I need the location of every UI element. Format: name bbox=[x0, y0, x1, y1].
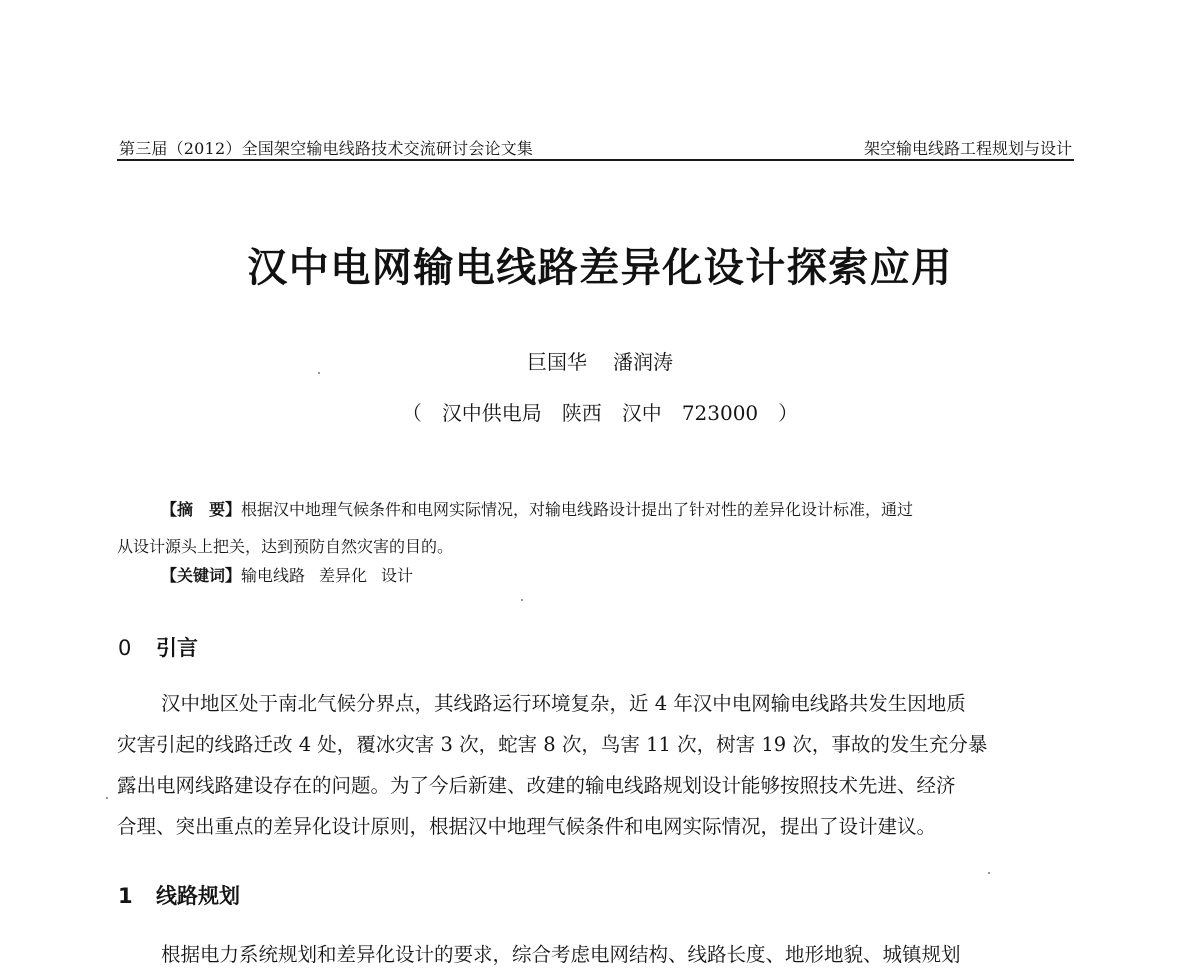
scan-speck bbox=[521, 599, 523, 601]
section-heading-introduction bbox=[118, 632, 198, 662]
author-list bbox=[0, 346, 1200, 375]
abstract-line: 从设计源头上把关，达到预防自然灾害的目的。 bbox=[117, 537, 454, 556]
keyword: 差异化 bbox=[319, 566, 368, 585]
section-heading-line-planning bbox=[118, 880, 240, 910]
affiliation-close: ） bbox=[778, 401, 799, 425]
paragraph-line: 灾害引起的线路迁改 4 处，覆冰灾害 3 次，蛇害 8 次，鸟害 11 次，树害 19 次，事故的发生充分暴 bbox=[117, 733, 988, 756]
introduction-paragraph bbox=[117, 683, 1077, 847]
scan-speck bbox=[318, 372, 320, 374]
author-name: 潘润涛 bbox=[613, 350, 673, 374]
keywords bbox=[161, 563, 413, 586]
section-number: 0 bbox=[118, 636, 132, 660]
abstract-text: 根据汉中地理气候条件和电网实际情况，对输电线路设计提出了针对性的差异化设计标准，通过 bbox=[241, 500, 914, 519]
affiliation-org: （ 汉中供电局 bbox=[401, 401, 542, 425]
affiliation-city: 汉中 bbox=[621, 401, 662, 425]
author-affiliation bbox=[0, 397, 1200, 426]
affiliation-postcode: 723000 bbox=[681, 401, 759, 425]
paragraph-line: 合理、突出重点的差异化设计原则，根据汉中地理气候条件和电网实际情况，提出了设计建议。 bbox=[117, 815, 937, 838]
abstract bbox=[117, 491, 1074, 565]
keywords-label: 【关键词】 bbox=[161, 566, 242, 585]
affiliation-province: 陕西 bbox=[561, 401, 602, 425]
header-proceedings-title: 第三届（2012）全国架空输电线路技术交流研讨会论文集 bbox=[119, 139, 534, 158]
section-title: 线路规划 bbox=[156, 884, 240, 908]
header-section-name: 架空输电线路工程规划与设计 bbox=[863, 139, 1072, 158]
author-name: 巨国华 bbox=[527, 350, 587, 374]
paragraph-line: 露出电网线路建设存在的问题。为了今后新建、改建的输电线路规划设计能够按照技术先进、经济 bbox=[117, 774, 956, 797]
keyword: 设计 bbox=[381, 566, 414, 585]
paragraph-line-partial: 根据电力系统规划和差异化设计的要求，综合考虑电网结构、线路长度、地形地貌、城镇规划 bbox=[161, 943, 961, 966]
section-number: 1 bbox=[118, 884, 133, 908]
section-title: 引言 bbox=[156, 636, 198, 660]
paragraph-line: 汉中地区处于南北气候分界点，其线路运行环境复杂，近 4 年汉中电网输电线路共发生因地质 bbox=[161, 692, 966, 715]
scan-speck bbox=[988, 872, 990, 874]
running-header bbox=[117, 133, 1074, 161]
abstract-label: 【摘 要】 bbox=[161, 500, 242, 519]
scan-speck bbox=[106, 797, 108, 799]
abstract-line bbox=[117, 491, 1074, 528]
keyword: 输电线路 bbox=[241, 566, 306, 585]
paper-title: 汉中电网输电线路差异化设计探索应用 bbox=[247, 245, 953, 291]
